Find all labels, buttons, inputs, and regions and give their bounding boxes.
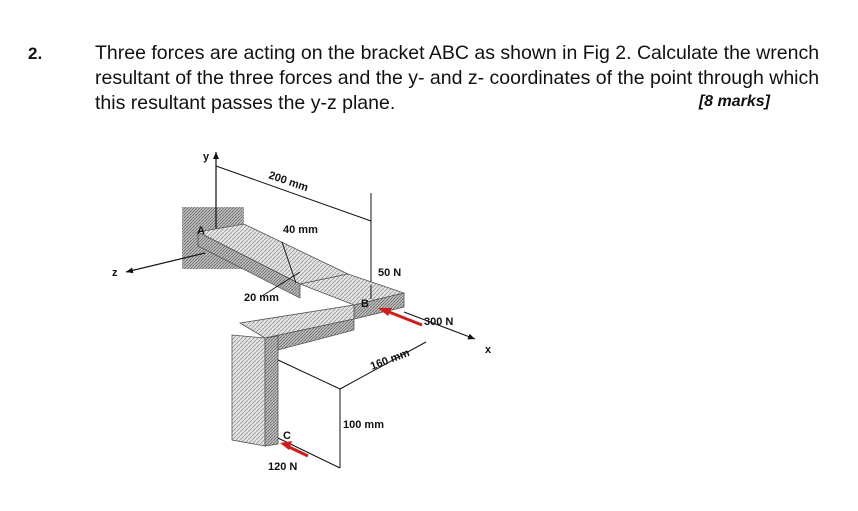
force-300-label: 300 N	[424, 316, 454, 328]
question-line-3: this resultant passes the y-z plane.	[95, 92, 396, 114]
question-line-1: Three forces are acting on the bracket ABC as shown in Fig 2. Calculate the wrench	[95, 42, 820, 64]
dim-200-label: 200 mm	[267, 169, 310, 195]
z-axis-label: z	[112, 267, 118, 279]
point-b-label: B	[361, 298, 369, 310]
point-a-label: A	[197, 225, 205, 237]
force-120-label: 120 N	[268, 461, 298, 473]
dim-20-label: 20 mm	[244, 292, 279, 304]
x-axis-label: x	[485, 344, 492, 356]
force-50-label: 50 N	[378, 267, 402, 279]
question-line-2: resultant of the three forces and the y- and z- coordinates of the point through which	[95, 67, 820, 89]
y-axis-label: y	[203, 151, 210, 163]
point-c-label: C	[283, 430, 291, 442]
dim-40-label: 40 mm	[283, 224, 318, 236]
dim-160-label: 160 mm	[368, 346, 412, 373]
question-number: 2.	[28, 44, 43, 63]
leader-leg-top	[278, 360, 340, 389]
dim-100-label: 100 mm	[343, 419, 384, 431]
marks-label: [8 marks]	[698, 93, 770, 110]
leg-c-side	[265, 336, 278, 446]
leg-c-front	[232, 335, 265, 446]
